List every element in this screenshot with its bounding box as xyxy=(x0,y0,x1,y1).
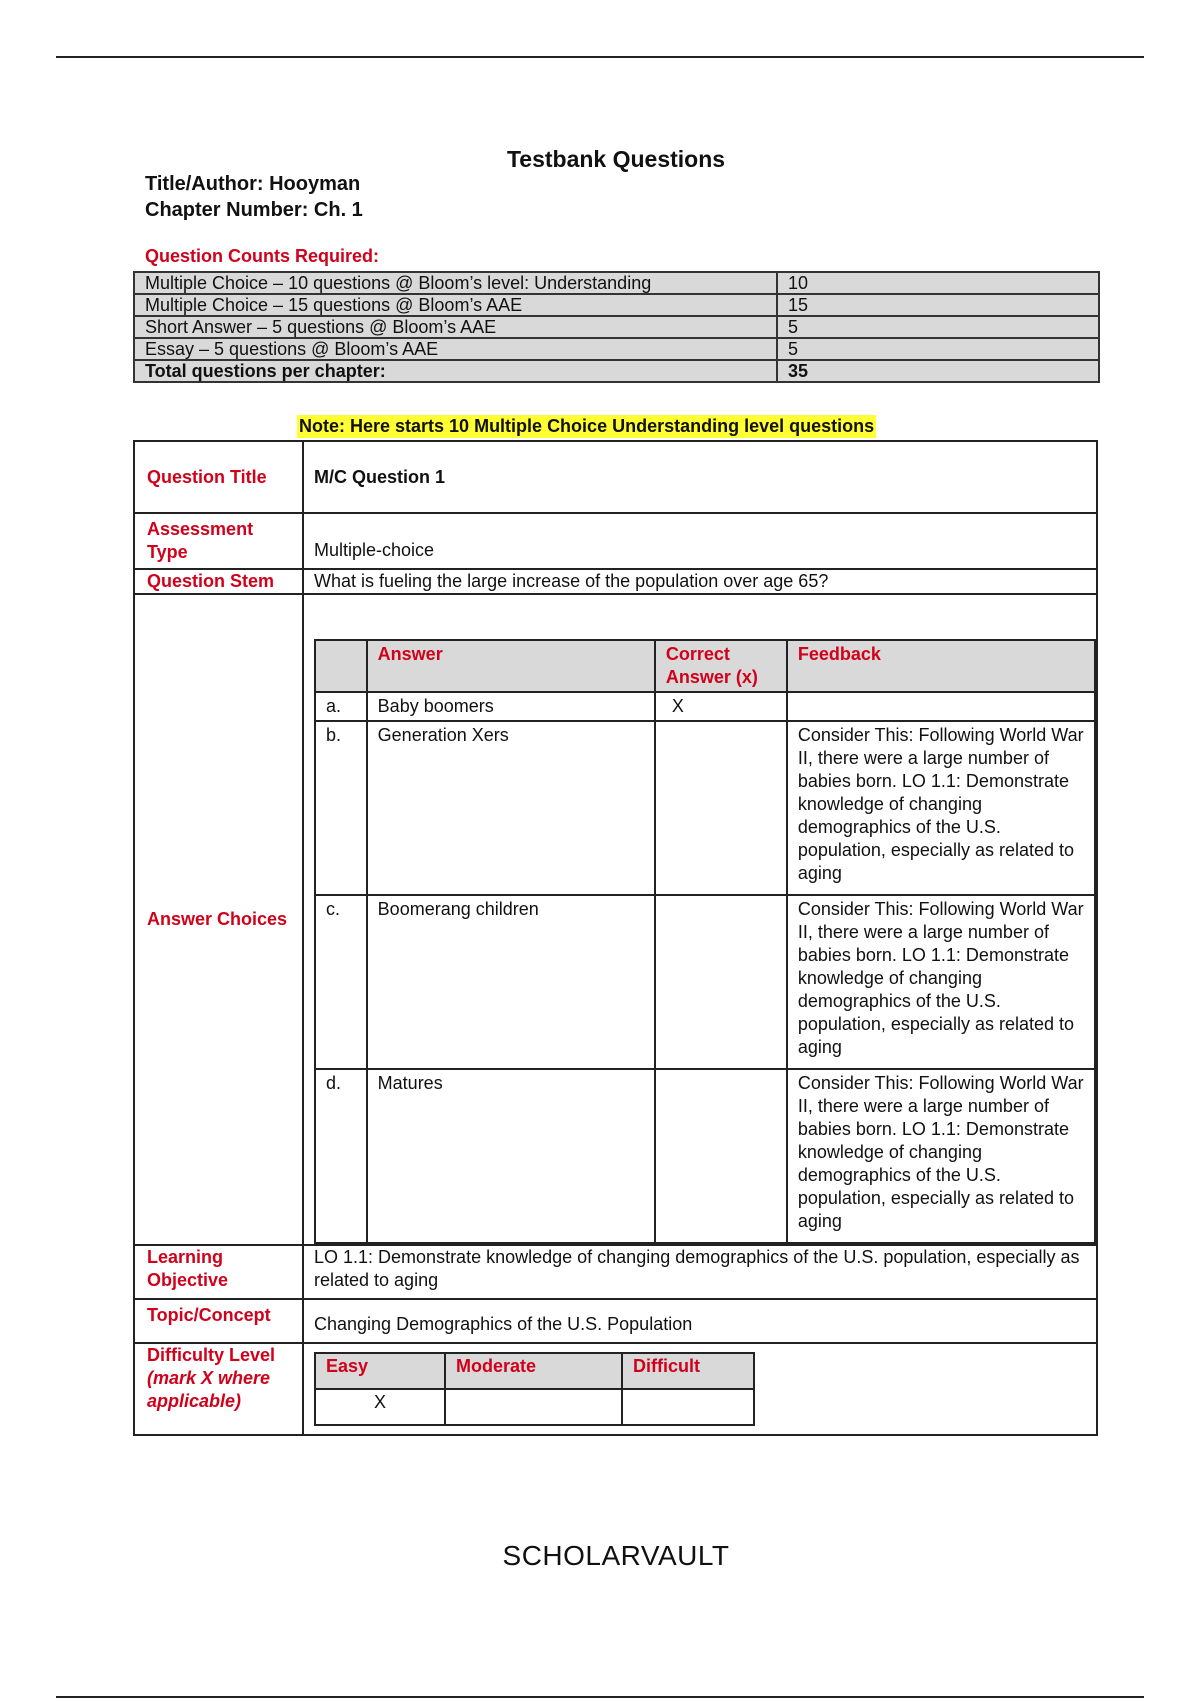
answer-letter: c. xyxy=(315,895,367,1069)
answer-text: Matures xyxy=(367,1069,655,1243)
learning-objective-row xyxy=(134,1245,1097,1299)
difficulty-difficult-header: Difficult xyxy=(622,1353,754,1389)
counts-row-label: Essay – 5 questions @ Bloom’s AAE xyxy=(134,338,777,360)
question-stem-value: What is fueling the large increase of the population over age 65? xyxy=(303,569,1097,594)
learning-objective-value: LO 1.1: Demonstrate knowledge of changing demographics of the U.S. population, especially as related to aging xyxy=(303,1245,1097,1299)
difficulty-marks-row xyxy=(315,1389,754,1425)
question-title-label: Question Title xyxy=(134,441,303,513)
answer-letter: d. xyxy=(315,1069,367,1243)
page-title: Testbank Questions xyxy=(506,146,726,172)
answer-row xyxy=(315,895,1095,1069)
assessment-type-label: Assessment Type xyxy=(134,513,303,569)
counts-total-value: 35 xyxy=(777,360,1099,382)
question-counts-table xyxy=(133,271,1100,383)
question-stem-label: Question Stem xyxy=(134,569,303,594)
topic-value: Changing Demographics of the U.S. Population xyxy=(303,1299,1097,1343)
answer-text: Generation Xers xyxy=(367,721,655,895)
difficulty-difficult-mark xyxy=(622,1389,754,1425)
answer-correct-mark xyxy=(655,1069,787,1243)
counts-row xyxy=(134,338,1099,360)
question-title-value: M/C Question 1 xyxy=(303,441,1097,513)
answer-correct-mark xyxy=(655,895,787,1069)
assessment-type-value: Multiple-choice xyxy=(303,513,1097,569)
answers-header-row xyxy=(315,640,1095,692)
answer-feedback: Consider This: Following World War II, there were a large number of babies born. LO 1.1: Demonstrate knowledge of changing demographics of the U.S. population, especially as related to aging xyxy=(787,1069,1095,1243)
counts-total-label: Total questions per chapter: xyxy=(134,360,777,382)
difficulty-note: (mark X where applicable) xyxy=(147,1368,271,1411)
counts-row-label: Short Answer – 5 questions @ Bloom’s AAE xyxy=(134,316,777,338)
question-title-row xyxy=(134,441,1097,513)
counts-row xyxy=(134,272,1099,294)
counts-total-row xyxy=(134,360,1099,382)
answer-choices-cell xyxy=(303,594,1097,1245)
difficulty-easy-mark: X xyxy=(315,1389,445,1425)
answer-letter: a. xyxy=(315,692,367,721)
answer-text: Boomerang children xyxy=(367,895,655,1069)
counts-label: Question Counts Required: xyxy=(145,246,379,266)
answer-row xyxy=(315,1069,1095,1243)
answers-header-correct: Correct Answer (x) xyxy=(655,640,787,692)
topic-label: Topic/Concept xyxy=(134,1299,303,1343)
author-line: Title/Author: Hooyman xyxy=(145,173,361,195)
chapter-line: Chapter Number: Ch. 1 xyxy=(145,199,363,221)
difficulty-table xyxy=(314,1352,755,1426)
question-table xyxy=(133,440,1098,1436)
section-note: Note: Here starts 10 Multiple Choice Understanding level questions xyxy=(299,416,875,436)
difficulty-cell xyxy=(303,1343,1097,1435)
difficulty-header-row xyxy=(315,1353,754,1389)
answers-header-feedback: Feedback xyxy=(787,640,1095,692)
counts-row-value: 5 xyxy=(777,316,1099,338)
counts-row-label: Multiple Choice – 15 questions @ Bloom’s AAE xyxy=(134,294,777,316)
answers-header-letter xyxy=(315,640,367,692)
difficulty-row xyxy=(134,1343,1097,1435)
answers-table xyxy=(314,639,1096,1244)
answer-feedback: Consider This: Following World War II, there were a large number of babies born. LO 1.1: Demonstrate knowledge of changing demographics of the U.S. population, especially as related to aging xyxy=(787,895,1095,1069)
answer-text: Baby boomers xyxy=(367,692,655,721)
counts-row-value: 5 xyxy=(777,338,1099,360)
difficulty-label-cell xyxy=(134,1343,303,1435)
answer-correct-mark xyxy=(655,721,787,895)
counts-row xyxy=(134,316,1099,338)
difficulty-easy-header: Easy xyxy=(315,1353,445,1389)
answer-feedback xyxy=(787,692,1095,721)
counts-row-label: Multiple Choice – 10 questions @ Bloom’s level: Understanding xyxy=(134,272,777,294)
difficulty-moderate-mark xyxy=(445,1389,622,1425)
answer-row xyxy=(315,692,1095,721)
answer-correct-mark: X xyxy=(655,692,787,721)
assessment-type-row xyxy=(134,513,1097,569)
answer-row xyxy=(315,721,1095,895)
answers-header-answer: Answer xyxy=(367,640,655,692)
difficulty-label: Difficulty Level xyxy=(147,1345,276,1365)
answer-letter: b. xyxy=(315,721,367,895)
question-stem-row xyxy=(134,569,1097,594)
counts-row-value: 10 xyxy=(777,272,1099,294)
learning-objective-label: Learning Objective xyxy=(134,1245,303,1299)
footer-watermark: SCHOLARVAULT xyxy=(502,1540,730,1571)
counts-row-value: 15 xyxy=(777,294,1099,316)
answer-feedback: Consider This: Following World War II, there were a large number of babies born. LO 1.1: Demonstrate knowledge of changing demographics of the U.S. population, especially as related to aging xyxy=(787,721,1095,895)
bottom-rule xyxy=(56,1696,1144,1698)
answer-choices-row xyxy=(134,594,1097,1245)
top-rule xyxy=(56,56,1144,58)
difficulty-moderate-header: Moderate xyxy=(445,1353,622,1389)
answer-choices-label: Answer Choices xyxy=(134,594,303,1245)
topic-row xyxy=(134,1299,1097,1343)
counts-row xyxy=(134,294,1099,316)
